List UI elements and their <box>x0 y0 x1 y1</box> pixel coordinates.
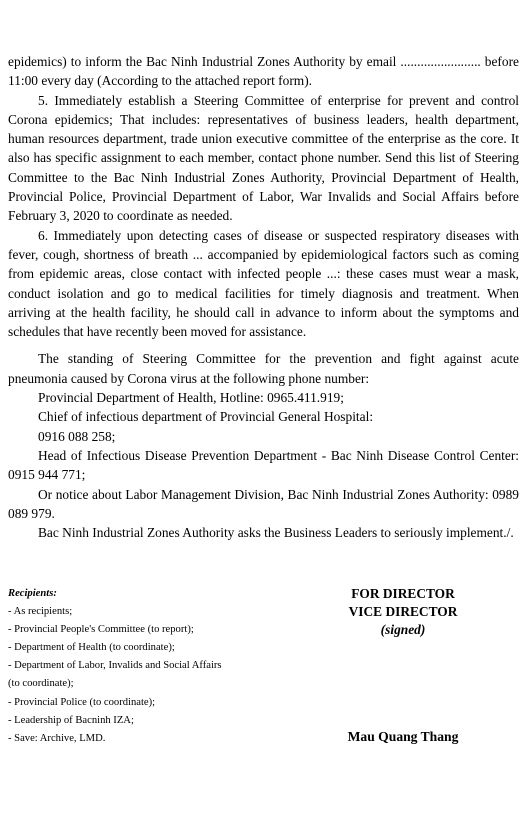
contact-hospital-phone: 0916 088 258; <box>38 428 116 444</box>
signature-block <box>338 585 468 639</box>
recipient-item: - Department of Labor, Invalids and Social Affairs <box>8 660 222 672</box>
signature-for-director: FOR DIRECTOR <box>351 586 455 601</box>
recipient-item: - Department of Health (to coordinate); <box>8 642 175 654</box>
signature-vice-director: VICE DIRECTOR <box>348 604 458 619</box>
contact-labor: Or notice about Labor Management Division, Bac Ninh Industrial Zones Authority: 0989 089 979. <box>8 486 519 521</box>
recipient-item: - Provincial People's Committee (to report); <box>8 624 194 636</box>
recipients-title: Recipients: <box>8 588 57 599</box>
recipient-item: - Leadership of Bacninh IZA; <box>8 714 134 726</box>
contact-cdc: Head of Infectious Disease Prevention Department - Bac Ninh Disease Control Center: 0915 944 771; <box>8 447 519 483</box>
contact-hospital: Chief of infectious department of Provincial General Hospital: <box>38 409 374 425</box>
closing-paragraph: Bac Ninh Industrial Zones Authority asks the Business Leaders to seriously implement./. <box>38 525 514 541</box>
recipient-item: - Save: Archive, LMD. <box>8 732 106 744</box>
item-6-paragraph: 6. Immediately upon detecting cases of disease or suspected respiratory diseases with fever, cough, shortness of breath ... accompanied by epidemiological factors such as coming from epidemic areas, close contact with infected people ...: these cases must wear a mask, conduct isolation and go to medical facilities for timely diagnosis and treatment. When arriving at the health facility, he should call in advance to inform about the symptoms and schedules that have recently been moved for assistance. <box>8 227 519 340</box>
recipient-item: (to coordinate); <box>8 678 74 690</box>
signatory-name: Mau Quang Thang <box>347 729 459 744</box>
contact-health: Provincial Department of Health, Hotline: 0965.411.919; <box>38 390 344 406</box>
signature-signed-note: (signed) <box>380 622 426 637</box>
document-body <box>8 52 519 542</box>
standing-committee-paragraph: The standing of Steering Committee for the prevention and fight against acute pneumonia caused by Corona virus at the following phone number: <box>8 351 519 386</box>
recipients-block <box>8 585 308 748</box>
item-5-paragraph: 5. Immediately establish a Steering Committee of enterprise for prevent and control Corona epidemics; That includes: representatives of business leaders, health department, human resources department, trade union executive committee of the enterprise as the core. It also has specific assignment to each member, contact phone number. Send this list of Steering Committee to the Bac Ninh Industrial Zones Authority, Provincial Department of Health, Provincial Police, Provincial Department of Labor, War Invalids and Social Affairs before February 3, 2020 to coordinate as needed. <box>8 92 519 224</box>
recipient-item: - Provincial Police (to coordinate); <box>8 696 156 708</box>
recipient-item: - As recipients; <box>8 606 73 618</box>
intro-paragraph: epidemics) to inform the Bac Ninh Industrial Zones Authority by email ........................ before 11:00 every day (According to the attached report form). <box>8 54 519 89</box>
